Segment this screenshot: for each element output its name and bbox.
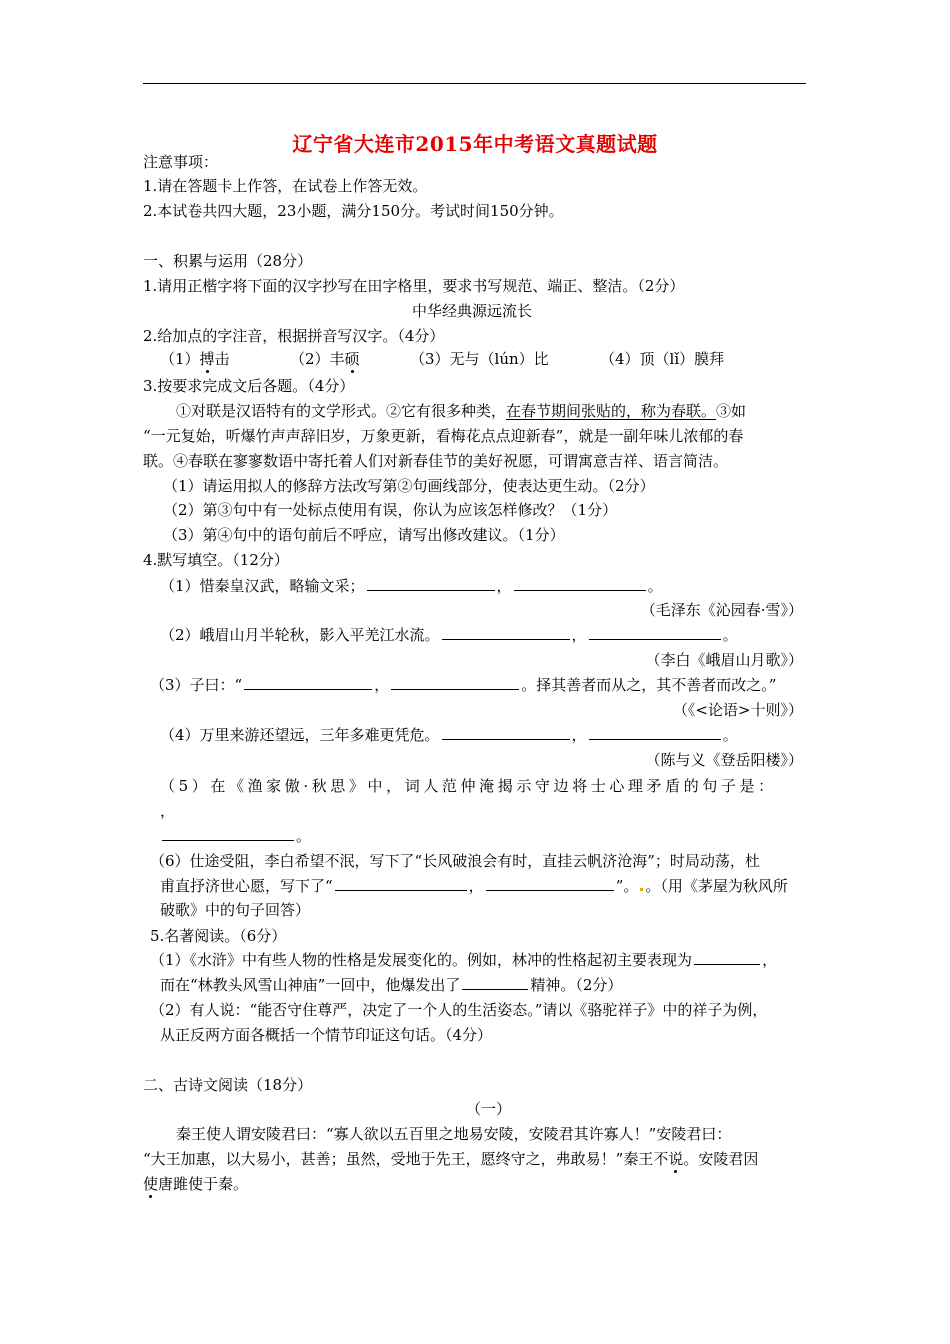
question-1-phrase: 中华经典源远流长: [412, 302, 533, 320]
q3-sub-3: （3）第④句中的语句前后不呼应，请写出修改建议。（1分）: [163, 526, 565, 544]
q4-line-5: （5）在《渔家傲·秋思》中，词人范仲淹揭示守边将士心理矛盾的句子是：: [160, 777, 777, 795]
answer-blank[interactable]: [442, 725, 570, 740]
answer-blank[interactable]: [514, 576, 646, 591]
section-2-heading: 二、古诗文阅读（18分）: [143, 1076, 313, 1094]
q2-item-2: （2）丰硕: [290, 350, 360, 368]
q4-line-4: （4）万里来游还望远，三年多难更凭危。 ， 。: [160, 726, 738, 744]
note-2: 2.本试卷共四大题，23小题，满分150分。考试时间150分钟。: [143, 202, 564, 220]
answer-blank[interactable]: [589, 725, 721, 740]
classical-text-line-1: 秦王使人谓安陵君曰：“寡人欲以五百里之地易安陵，安陵君其许寡人！”安陵君曰：: [176, 1125, 732, 1143]
q4-line-1: （1）惜秦皇汉武，略输文采； ， 。: [160, 577, 663, 595]
q4-source-4: （陈与义《登岳阳楼》）: [645, 751, 803, 769]
q3-passage-line-3: 联。④春联在寥寥数语中寄托着人们对新春佳节的美好祝愿，可谓寓意吉祥、语言简洁。: [143, 452, 729, 470]
q2-item-4: （4）顶（lǐ）膜拜: [600, 350, 725, 368]
q4-line-2: （2）峨眉山月半轮秋，影入平羌江水流。 ， 。: [160, 626, 738, 644]
notes-heading: 注意事项：: [143, 153, 219, 171]
answer-blank[interactable]: [335, 876, 467, 891]
q3-sub-2: （2）第③句中有一处标点使用有误，你认为应该怎样修改？（1分）: [163, 501, 618, 519]
classical-text-line-3: 使唐雎使于秦。: [143, 1175, 249, 1193]
question-5: 5.名著阅读。（6分）: [150, 927, 287, 945]
q3-passage-line-2: “一元复始，听爆竹声声辞旧岁，万象更新，看梅花点点迎新春”，就是一副年味儿浓郁的春: [143, 427, 744, 445]
highlight-mark: [640, 888, 643, 891]
answer-blank[interactable]: [162, 826, 294, 841]
answer-blank[interactable]: [367, 576, 495, 591]
q4-line-5-answer: 。: [160, 826, 311, 846]
question-3: 3.按要求完成文后各题。（4分）: [143, 377, 355, 395]
answer-blank[interactable]: [462, 975, 528, 990]
classical-text-line-2: “大王加惠，以大易小，甚善；虽然，受地于先王，愿终守之，弗敢易！”秦王不说。安陵君因: [143, 1150, 759, 1168]
question-4: 4.默写填空。（12分）: [143, 551, 289, 569]
q3-underlined-phrase: 在春节期间张贴的，称为春联。: [506, 402, 717, 420]
q4-line-6a: （6）仕途受阻，李白希望不泯，写下了“长风破浪会有时，直挂云帆济沧海”；时局动荡，杜: [150, 852, 760, 870]
q3-passage-line-1: ①对联是汉语特有的文学形式。②它有很多种类，在春节期间张贴的，称为春联。③如: [176, 402, 747, 420]
q5-sub-2-line-2: 从正反两方面各概括一个情节印证这句话。（4分）: [160, 1026, 493, 1044]
answer-blank[interactable]: [244, 675, 372, 690]
q5-sub-1-line-2: 而在“林教头风雪山神庙”一回中，他爆发出了 精神。（2分）: [160, 976, 623, 994]
answer-blank[interactable]: [486, 876, 614, 891]
answer-blank[interactable]: [589, 625, 721, 640]
q3-sub-1: （1）请运用拟人的修辞方法改写第②句画线部分，使表达更生动。（2分）: [163, 477, 655, 495]
q2-item-1: （1）搏击: [160, 350, 230, 368]
question-2: 2.给加点的字注音，根据拼音写汉字。（4分）: [143, 327, 445, 345]
q4-line-5-comma: ，: [160, 802, 176, 820]
answer-blank[interactable]: [442, 625, 570, 640]
header-rule: [143, 83, 806, 84]
q5-sub-1-line-1: （1）《水浒》中有些人物的性格是发展变化的。例如，林冲的性格起初主要表现为 ，: [150, 951, 778, 969]
q4-source-1: （毛泽东《沁园春·雪》）: [640, 601, 803, 619]
note-1: 1.请在答题卡上作答，在试卷上作答无效。: [143, 177, 428, 195]
q4-line-6c: 破歌》中的句子回答）: [160, 901, 311, 919]
q4-line-6b: 甫直抒济世心愿，写下了“ ， ”。 。（用《茅屋为秋风所: [160, 877, 788, 895]
answer-blank[interactable]: [391, 675, 519, 690]
q4-source-3: （《<论语>十则》）: [672, 701, 803, 719]
q2-item-3: （3）无与（lún）比: [410, 350, 549, 368]
q5-sub-2-line-1: （2）有人说：“能否守住尊严，决定了一个人的生活姿态。”请以《骆驼祥子》中的祥子为例，: [150, 1001, 768, 1019]
section-2-subheading: （一）: [466, 1100, 512, 1118]
question-1: 1.请用正楷字将下面的汉字抄写在田字格里，要求书写规范、端正、整洁。（2分）: [143, 277, 685, 295]
exam-title: 辽宁省大连市2015年中考语文真题试题: [292, 132, 658, 156]
answer-blank[interactable]: [694, 950, 760, 965]
q4-line-3: （3）子曰：“ ， 。择其善者而从之，其不善者而改之。”: [150, 676, 777, 694]
q4-source-2: （李白《峨眉山月歌》）: [645, 651, 803, 669]
section-1-heading: 一、积累与运用（28分）: [143, 252, 313, 270]
